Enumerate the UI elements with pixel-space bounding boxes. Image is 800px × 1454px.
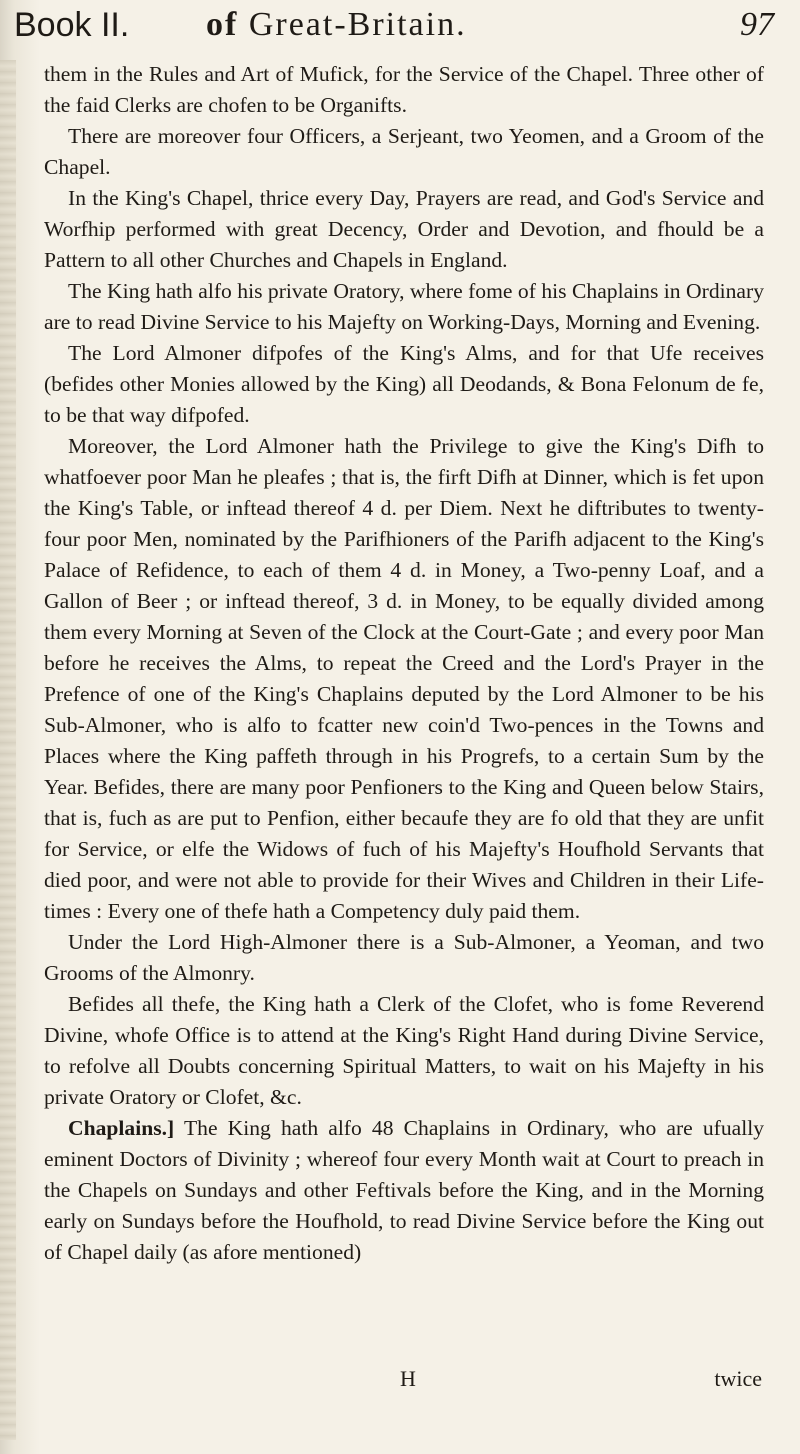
chaplains-text: The King hath alfo 48 Chaplains in Ordinary, who are ufually eminent Doctors of Divinity ; whereof four every Month wait at Court to preach in the Chapels on Sundays and other Feftivals before the King, and in the Morning early on Sundays before the Houfhold, to read Divine Service before the King out of Chapel daily (as afore mentioned) (44, 1116, 765, 1264)
paragraph: There are moreover four Officers, a Serjeant, two Yeomen, and a Groom of the Chapel. (44, 124, 764, 179)
running-title-main: Great-Britain. (248, 6, 467, 43)
running-title (206, 6, 467, 44)
running-title-of: of (206, 6, 239, 43)
paragraph: Moreover, the Lord Almoner hath the Privilege to give the King's Difh to whatfoever poor Man he pleafes ; that is, the firft Difh at Dinner, which is fet upon the King's Table, or inftead thereof 4 d. per Diem. Next he diftributes to twenty-four poor Men, nominated by the Parifhioners of the Parifh adjacent to the King's Palace of Refidence, to each of them 4 d. in Money, a Two-penny Loaf, and a Gallon of Beer ; or inftead thereof, 3 d. in Money, to be equally divided among them every Morning at Seven of the Clock at the Court-Gate ; and every poor Man before he receives the Alms, to repeat the Creed and the Lord's Prayer in the Prefence of one of the King's Chaplains deputed by the Lord Almoner to be his Sub-Almoner, who is alfo to fcatter new coin'd Two-pences in the Towns and Places where the King paffeth through in his Progrefs, to a certain Sum by the Year. Befides, there are many poor Penfioners to the King and Queen below Stairs, that is, fuch as are put to Penfion, either becaufe they are fo old that they are unfit for Service, or elfe the Widows of fuch of his Majefty's Houfhold Servants that died poor, and were not able to provide for their Wives and Children in their Life-times : Every one of thefe hath a Competency duly paid them. (44, 434, 764, 923)
paragraph: Befides all thefe, the King hath a Clerk of the Clofet, who is fome Reverend Divine, whofe Office is to attend at the King's Right Hand during Divine Service, to refolve all Doubts concerning Spiritual Matters, to wait on his Majefty in his private Oratory or Clofet, &c. (44, 992, 764, 1109)
book-number: Book II. (14, 6, 130, 44)
page-number: 97 (740, 6, 774, 43)
chaplains-heading: Chaplains.] (68, 1116, 175, 1140)
paragraph: The Lord Almoner difpofes of the King's Alms, and for that Ufe receives (befides other Monies allowed by the King) all Deodands, & Bona Felonum de fe, to be that way difpofed. (44, 341, 764, 427)
paragraph: The King hath alfo his private Oratory, where fome of his Chaplains in Ordinary are to read Divine Service to his Majefty on Working-Days, Morning and Evening. (44, 279, 764, 334)
catchword: twice (714, 1366, 762, 1391)
paragraph: Under the Lord High-Almoner there is a Sub-Almoner, a Yeoman, and two Grooms of the Almonry. (44, 930, 764, 985)
body-text (44, 59, 764, 1268)
paragraph: In the King's Chapel, thrice every Day, Prayers are read, and God's Service and Worfhip performed with great Decency, Order and Devotion, and fhould be a Pattern to all other Churches and Chapels in England. (44, 186, 764, 272)
running-head (14, 6, 774, 54)
chaplains-paragraph (44, 1113, 764, 1268)
page-binding-edge (0, 60, 16, 1440)
paragraph: them in the Rules and Art of Mufick, for the Service of the Chapel. Three other of the faid Clerks are chofen to be Organifts. (44, 62, 764, 117)
signature-mark: H (400, 1366, 416, 1391)
